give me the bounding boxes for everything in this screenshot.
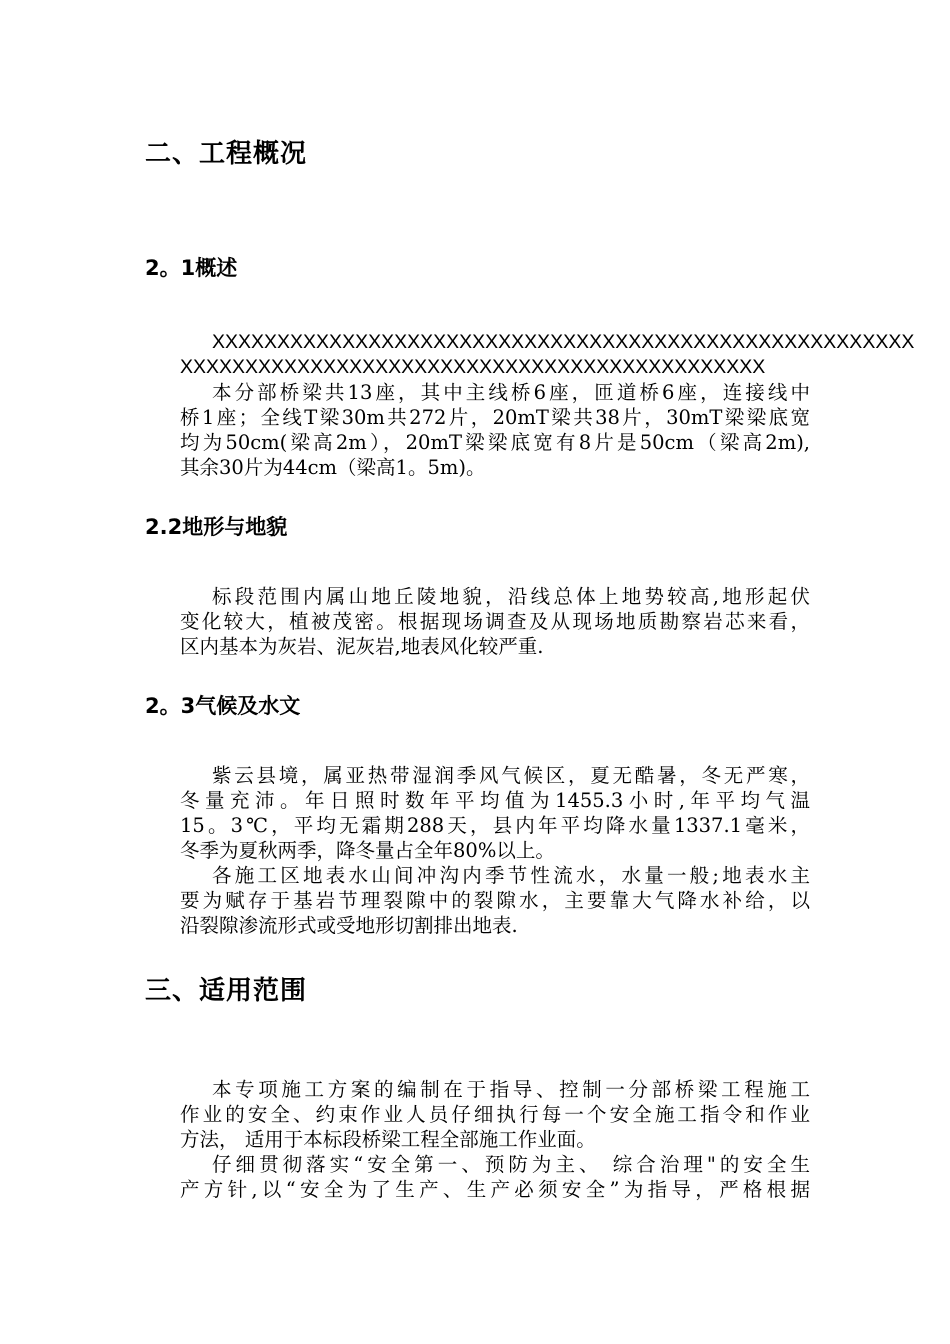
paragraph-line: 本专项施工方案的编制在于指导、控制一分部桥梁工程施工 bbox=[212, 1078, 810, 1101]
paragraph-line: 桥1座；全线T梁30m共272片，20mT梁共38片，30mT梁梁底宽 bbox=[180, 406, 810, 429]
paragraph-line: 产方针,以“安全为了生产、生产必须安全”为指导，严格根据 bbox=[180, 1178, 810, 1201]
paragraph-line: 各施工区地表水山间冲沟内季节性流水，水量一般;地表水主 bbox=[212, 864, 810, 887]
paragraph-line: XXXXXXXXXXXXXXXXXXXXXXXXXXXXXXXXXXXXXXXXXXXXX bbox=[180, 356, 766, 378]
paragraph-line: 本分部桥梁共13座，其中主线桥6座，匝道桥6座，连接线中 bbox=[212, 381, 810, 404]
paragraph-line: 要为赋存于基岩节理裂隙中的裂隙水，主要靠大气降水补给，以 bbox=[180, 889, 810, 912]
paragraph-line: XXXXXXXXXXXXXXXXXXXXXXXXXXXXXXXXXXXXXXXXXXXXXXXXXXXXXX bbox=[212, 331, 915, 353]
subsection-heading-2-1: 2。1概述 bbox=[145, 256, 238, 280]
paragraph-line: 15。3℃，平均无霜期288天，县内年平均降水量1337.1毫米， bbox=[180, 814, 810, 837]
paragraph-line: 沿裂隙渗流形式或受地形切割排出地表. bbox=[180, 914, 518, 937]
paragraph-line: 方法， 适用于本标段桥梁工程全部施工作业面。 bbox=[180, 1128, 596, 1151]
paragraph-line: 区内基本为灰岩、泥灰岩,地表风化较严重. bbox=[180, 635, 544, 658]
subsection-heading-2-2: 2.2地形与地貌 bbox=[145, 515, 288, 539]
section-heading-3: 三、适用范围 bbox=[145, 976, 308, 1006]
section-heading-2: 二、工程概况 bbox=[145, 139, 308, 169]
paragraph-line: 作业的安全、约束作业人员仔细执行每一个安全施工指令和作业 bbox=[180, 1103, 810, 1126]
paragraph-line: 其余30片为44cm（梁高1。5m)。 bbox=[180, 456, 486, 479]
paragraph-line: 紫云县境，属亚热带湿润季风气候区，夏无酷暑，冬无严寒， bbox=[212, 764, 810, 787]
paragraph-line: 冬量充沛。年日照时数年平均值为1455.3小时,年平均气温 bbox=[180, 789, 810, 812]
paragraph-line: 均为50cm(梁高2m），20mT梁梁底宽有8片是50cm（梁高2m), bbox=[180, 431, 810, 454]
paragraph-line: 仔细贯彻落实“安全第一、预防为主、 综合治理"的安全生 bbox=[212, 1153, 810, 1176]
subsection-heading-2-3: 2。3气候及水文 bbox=[145, 694, 301, 718]
paragraph-line: 冬季为夏秋两季，降冬量占全年80%以上。 bbox=[180, 839, 555, 862]
paragraph-line: 变化较大，植被茂密。根据现场调查及从现场地质勘察岩芯来看， bbox=[180, 610, 810, 633]
paragraph-line: 标段范围内属山地丘陵地貌，沿线总体上地势较高,地形起伏 bbox=[212, 585, 810, 608]
